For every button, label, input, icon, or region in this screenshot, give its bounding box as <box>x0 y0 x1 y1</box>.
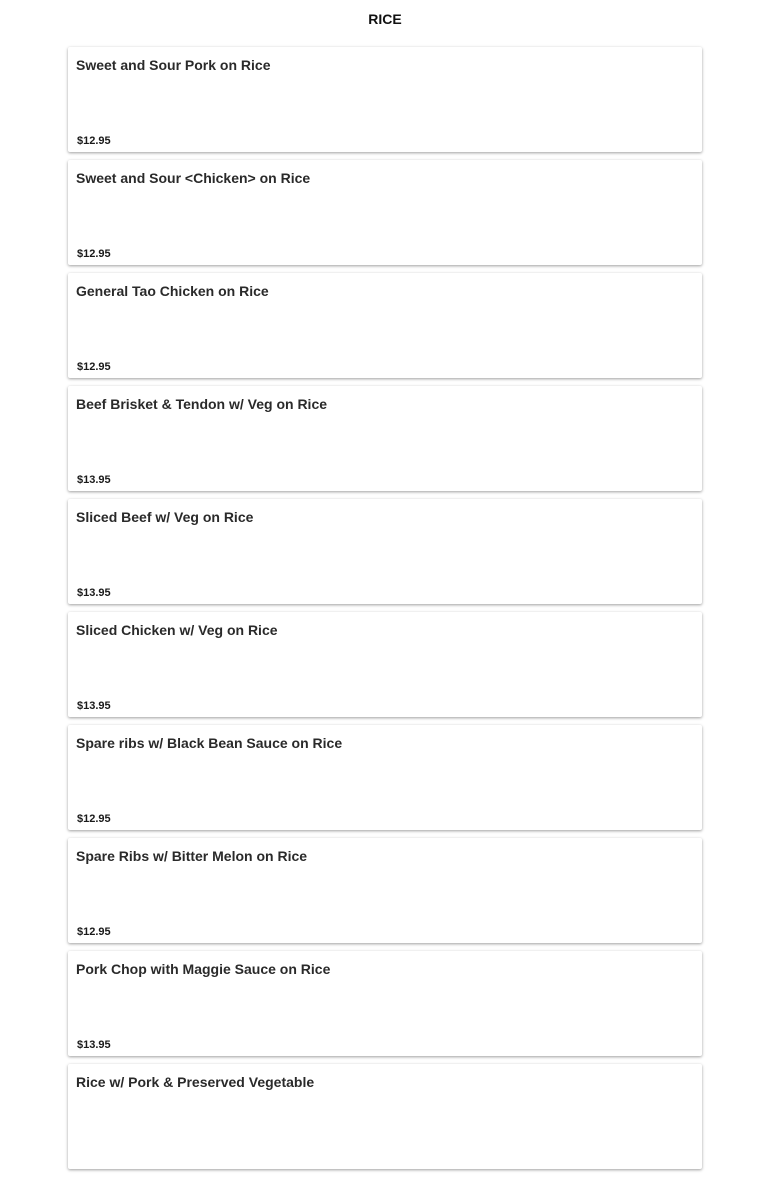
menu-item-card[interactable] <box>68 1064 702 1169</box>
item-price: $12.95 <box>77 135 111 147</box>
menu-item-card[interactable] <box>68 386 702 491</box>
section-title: RICE <box>368 11 402 27</box>
item-price: $13.95 <box>77 1039 111 1051</box>
menu-item-card[interactable] <box>68 499 702 604</box>
item-price: $13.95 <box>77 587 111 599</box>
menu-item-card[interactable] <box>68 612 702 717</box>
item-name: Sweet and Sour Pork on Rice <box>76 57 271 73</box>
menu-item-card[interactable] <box>68 273 702 378</box>
item-name: Pork Chop with Maggie Sauce on Rice <box>76 961 331 977</box>
menu-item-card[interactable] <box>68 47 702 152</box>
item-price: $12.95 <box>77 926 111 938</box>
item-price: $12.95 <box>77 248 111 260</box>
item-name: General Tao Chicken on Rice <box>76 283 269 299</box>
menu-item-card[interactable] <box>68 951 702 1056</box>
menu-item-card[interactable] <box>68 725 702 830</box>
item-price: $13.95 <box>77 474 111 486</box>
item-price: $12.95 <box>77 813 111 825</box>
item-name: Rice w/ Pork & Preserved Vegetable <box>76 1074 315 1090</box>
item-name: Spare ribs w/ Black Bean Sauce on Rice <box>76 735 343 751</box>
item-name: Sliced Beef w/ Veg on Rice <box>76 509 254 525</box>
menu-list <box>68 47 702 1177</box>
item-price: $12.95 <box>77 361 111 373</box>
item-name: Sweet and Sour <Chicken> on Rice <box>76 170 311 186</box>
item-name: Beef Brisket & Tendon w/ Veg on Rice <box>76 396 328 412</box>
item-price: $13.95 <box>77 700 111 712</box>
menu-item-card[interactable] <box>68 160 702 265</box>
item-name: Sliced Chicken w/ Veg on Rice <box>76 622 278 638</box>
item-name: Spare Ribs w/ Bitter Melon on Rice <box>76 848 308 864</box>
menu-item-card[interactable] <box>68 838 702 943</box>
